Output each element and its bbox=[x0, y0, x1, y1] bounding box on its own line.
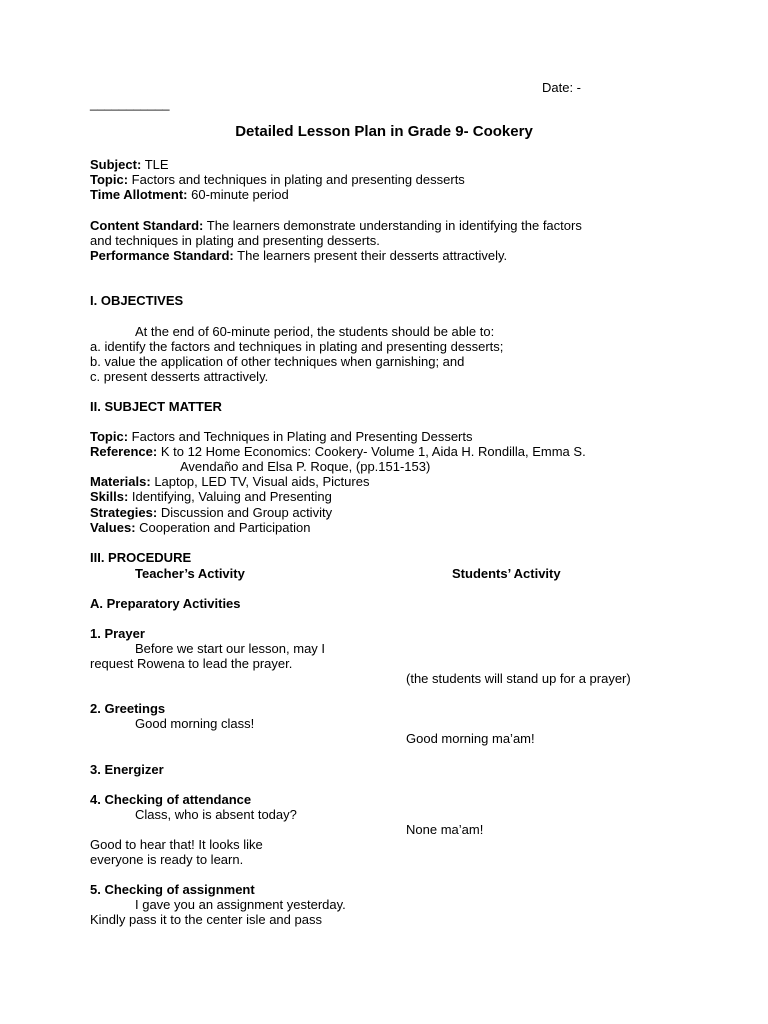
assignment-teacher-line-2: Kindly pass it to the center isle and pass bbox=[90, 912, 322, 927]
reference-value-cont: Avendaño and Elsa P. Roque, (pp.151-153) bbox=[180, 459, 431, 474]
objective-c: c. present desserts attractively. bbox=[90, 369, 269, 384]
skills-value: Identifying, Valuing and Presenting bbox=[131, 489, 332, 504]
content-standard-text: The learners demonstrate understanding in identifying the factors bbox=[206, 218, 582, 233]
attendance-teacher-line-3: everyone is ready to learn. bbox=[90, 852, 244, 867]
prayer-heading-text: 1. Prayer bbox=[90, 626, 145, 641]
prayer-heading bbox=[90, 626, 145, 641]
prayer-teacher-line-1: Before we start our lesson, may I bbox=[135, 641, 326, 656]
reference-label: Reference: bbox=[90, 444, 158, 459]
sm-topic-value: Factors and Techniques in Plating and Presenting Desserts bbox=[131, 429, 473, 444]
date-blank-line: ___________ bbox=[90, 96, 170, 111]
topic-line bbox=[90, 172, 465, 187]
time-allotment-line bbox=[90, 187, 289, 202]
materials-line bbox=[90, 474, 369, 489]
teacher-activity-header-text: Teacher’s Activity bbox=[135, 566, 245, 581]
subject-label: Subject: bbox=[90, 157, 142, 172]
attendance-students-response: None ma’am! bbox=[406, 822, 484, 837]
strategies-label: Strategies: bbox=[90, 505, 158, 520]
materials-value: Laptop, LED TV, Visual aids, Pictures bbox=[154, 474, 370, 489]
greetings-heading-text: 2. Greetings bbox=[90, 701, 166, 716]
prayer-students-response: (the students will stand up for a prayer) bbox=[406, 671, 631, 686]
objective-b: b. value the application of other techniques when garnishing; and bbox=[90, 354, 465, 369]
performance-standard-line bbox=[90, 248, 507, 263]
students-activity-header-text: Students’ Activity bbox=[452, 566, 561, 581]
procedure-heading-text: III. PROCEDURE bbox=[90, 550, 192, 565]
preparatory-activities-heading bbox=[90, 596, 241, 611]
sm-topic-label: Topic: bbox=[90, 429, 129, 444]
values-label: Values: bbox=[90, 520, 136, 535]
subject-value: TLE bbox=[144, 157, 169, 172]
performance-standard-label: Performance Standard: bbox=[90, 248, 234, 263]
performance-standard-text: The learners present their desserts attractively. bbox=[237, 248, 508, 263]
attendance-teacher-line-2: Good to hear that! It looks like bbox=[90, 837, 263, 852]
strategies-value: Discussion and Group activity bbox=[160, 505, 333, 520]
preparatory-activities-text: A. Preparatory Activities bbox=[90, 596, 241, 611]
objective-a: a. identify the factors and techniques in plating and presenting desserts; bbox=[90, 339, 504, 354]
procedure-heading bbox=[90, 550, 191, 565]
content-standard-line bbox=[90, 218, 582, 233]
skills-label: Skills: bbox=[90, 489, 129, 504]
content-standard-text-cont: and techniques in plating and presenting desserts. bbox=[90, 233, 380, 248]
subject-line bbox=[90, 157, 169, 172]
subject-matter-heading-text: II. SUBJECT MATTER bbox=[90, 399, 222, 414]
sm-topic-line bbox=[90, 429, 473, 444]
objectives-intro: At the end of 60-minute period, the students should be able to: bbox=[135, 324, 495, 339]
assignment-teacher-line-1: I gave you an assignment yesterday. bbox=[135, 897, 346, 912]
energizer-heading-text: 3. Energizer bbox=[90, 762, 164, 777]
attendance-teacher-line-1: Class, who is absent today? bbox=[135, 807, 297, 822]
reference-line bbox=[90, 444, 586, 459]
greetings-students-response: Good morning ma’am! bbox=[406, 731, 535, 746]
students-activity-column-header bbox=[452, 566, 561, 581]
prayer-teacher-line-2: request Rowena to lead the prayer. bbox=[90, 656, 293, 671]
date-label: Date: - bbox=[542, 80, 582, 95]
greetings-teacher-line: Good morning class! bbox=[135, 716, 255, 731]
assignment-heading bbox=[90, 882, 255, 897]
assignment-heading-text: 5. Checking of assignment bbox=[90, 882, 255, 897]
objectives-heading bbox=[90, 293, 183, 308]
skills-line bbox=[90, 489, 332, 504]
document-title: Detailed Lesson Plan in Grade 9- Cookery bbox=[235, 123, 533, 140]
time-allotment-value: 60-minute period bbox=[191, 187, 289, 202]
subject-matter-heading bbox=[90, 399, 222, 414]
values-line bbox=[90, 520, 310, 535]
greetings-heading bbox=[90, 701, 165, 716]
attendance-heading bbox=[90, 792, 251, 807]
values-value: Cooperation and Participation bbox=[139, 520, 311, 535]
content-standard-label: Content Standard: bbox=[90, 218, 204, 233]
strategies-line bbox=[90, 505, 332, 520]
objectives-heading-text: I. OBJECTIVES bbox=[90, 293, 184, 308]
materials-label: Materials: bbox=[90, 474, 151, 489]
topic-label: Topic: bbox=[90, 172, 129, 187]
attendance-heading-text: 4. Checking of attendance bbox=[90, 792, 252, 807]
teacher-activity-column-header bbox=[135, 566, 245, 581]
energizer-heading bbox=[90, 762, 164, 777]
time-allotment-label: Time Allotment: bbox=[90, 187, 188, 202]
reference-value: K to 12 Home Economics: Cookery- Volume 1, Aida H. Rondilla, Emma S. bbox=[160, 444, 586, 459]
topic-value: Factors and techniques in plating and presenting desserts bbox=[131, 172, 465, 187]
